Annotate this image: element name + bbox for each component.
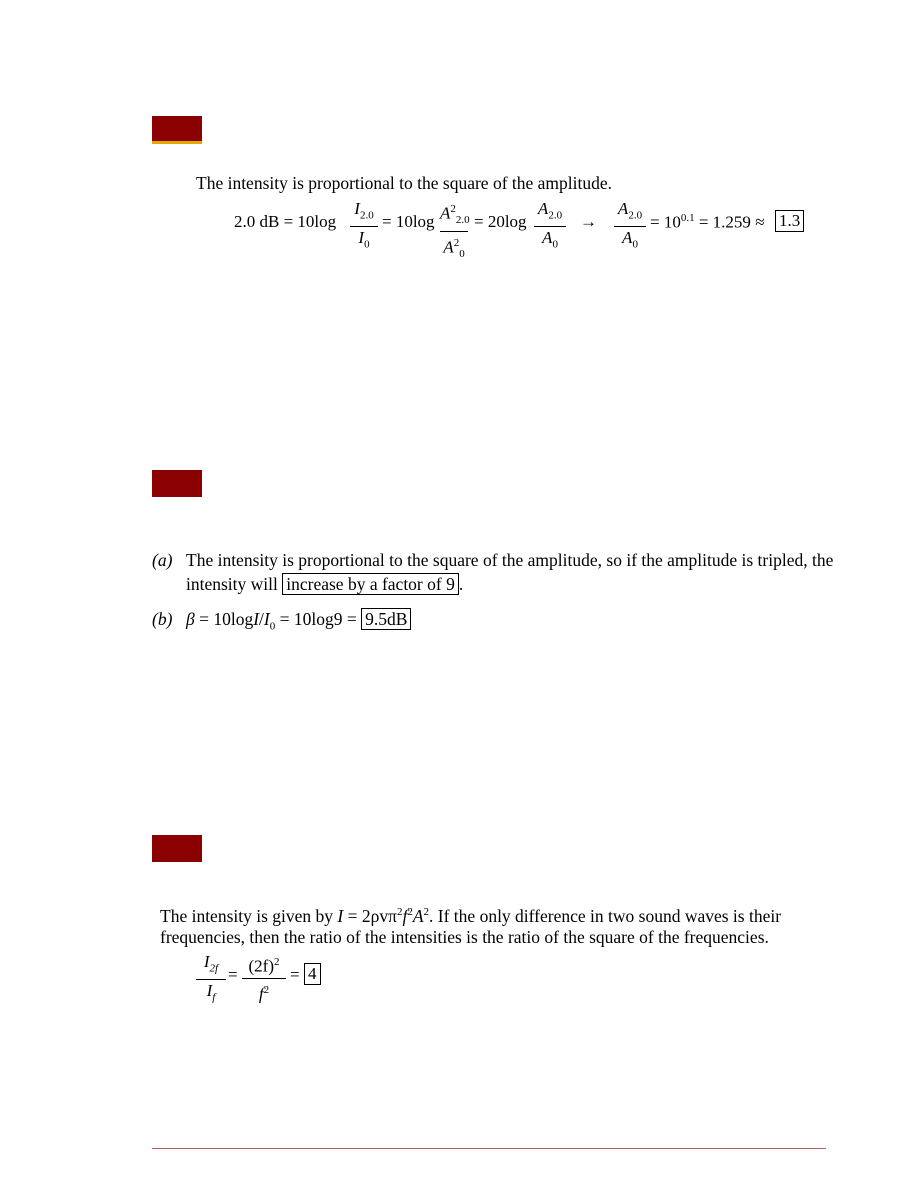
p3-answer-box: 4	[304, 963, 321, 985]
p3-frac-frequency: $(2f)^2$ $f^2$	[242, 952, 286, 1004]
p1-frac-result: $A_{2.0}$ $A_0$	[614, 199, 646, 255]
p3-line1: The intensity is given by $I = 2\rho v\pi^2f^2A^2$. If the only difference in two sound waves is their	[160, 905, 782, 926]
p1-result-expression: = $10^{0.1} = 1.259$ ≈	[650, 212, 765, 232]
problem-1-badge	[152, 116, 202, 144]
problem-1-statement: The intensity is proportional to the square of the amplitude.	[196, 173, 613, 193]
p2-b-equation: $\beta = 10\log I/I_0 = 10\log 9 = 9.5dB$	[186, 608, 411, 638]
p3-eq1: =	[228, 965, 238, 984]
p3-eq2: =	[290, 965, 300, 984]
p1-step2-prefix: = 10log	[382, 212, 435, 231]
p2-a-line2: intensity will increase by a factor of 9 .	[186, 574, 464, 594]
p1-step3-prefix: = 20log	[474, 212, 527, 231]
problem-3-badge	[152, 835, 202, 862]
p1-frac-intensity: $I_{2.0}$ $I_0$	[350, 199, 378, 255]
p1-frac-amp-squared: $A^2_{2.0}$ $A^2_0$	[440, 203, 470, 261]
p2-a-label: (a)	[152, 550, 173, 570]
p2-a-answer-box: increase by a factor of 9	[282, 573, 459, 595]
p1-answer-box: 1.3	[775, 210, 804, 232]
p1-frac-amp: $A_{2.0}$ $A_0$	[534, 199, 566, 255]
footer-rule	[152, 1148, 826, 1149]
p2-b-label: (b)	[152, 609, 173, 629]
problem-2-badge	[152, 470, 202, 497]
p2-a-line1: The intensity is proportional to the square of the amplitude, so if the amplitude is tripled, the	[186, 550, 834, 570]
p1-lhs: 2.0 dB = 10log	[234, 212, 337, 231]
p2-b-answer-box: 9.5dB	[361, 608, 411, 630]
p3-frac-intensity: $I_{2f}$ $I_f$	[196, 952, 226, 1008]
p3-line2: frequencies, then the ratio of the intensities is the ratio of the square of the frequencies.	[160, 927, 769, 947]
p1-arrow: →	[580, 212, 597, 231]
